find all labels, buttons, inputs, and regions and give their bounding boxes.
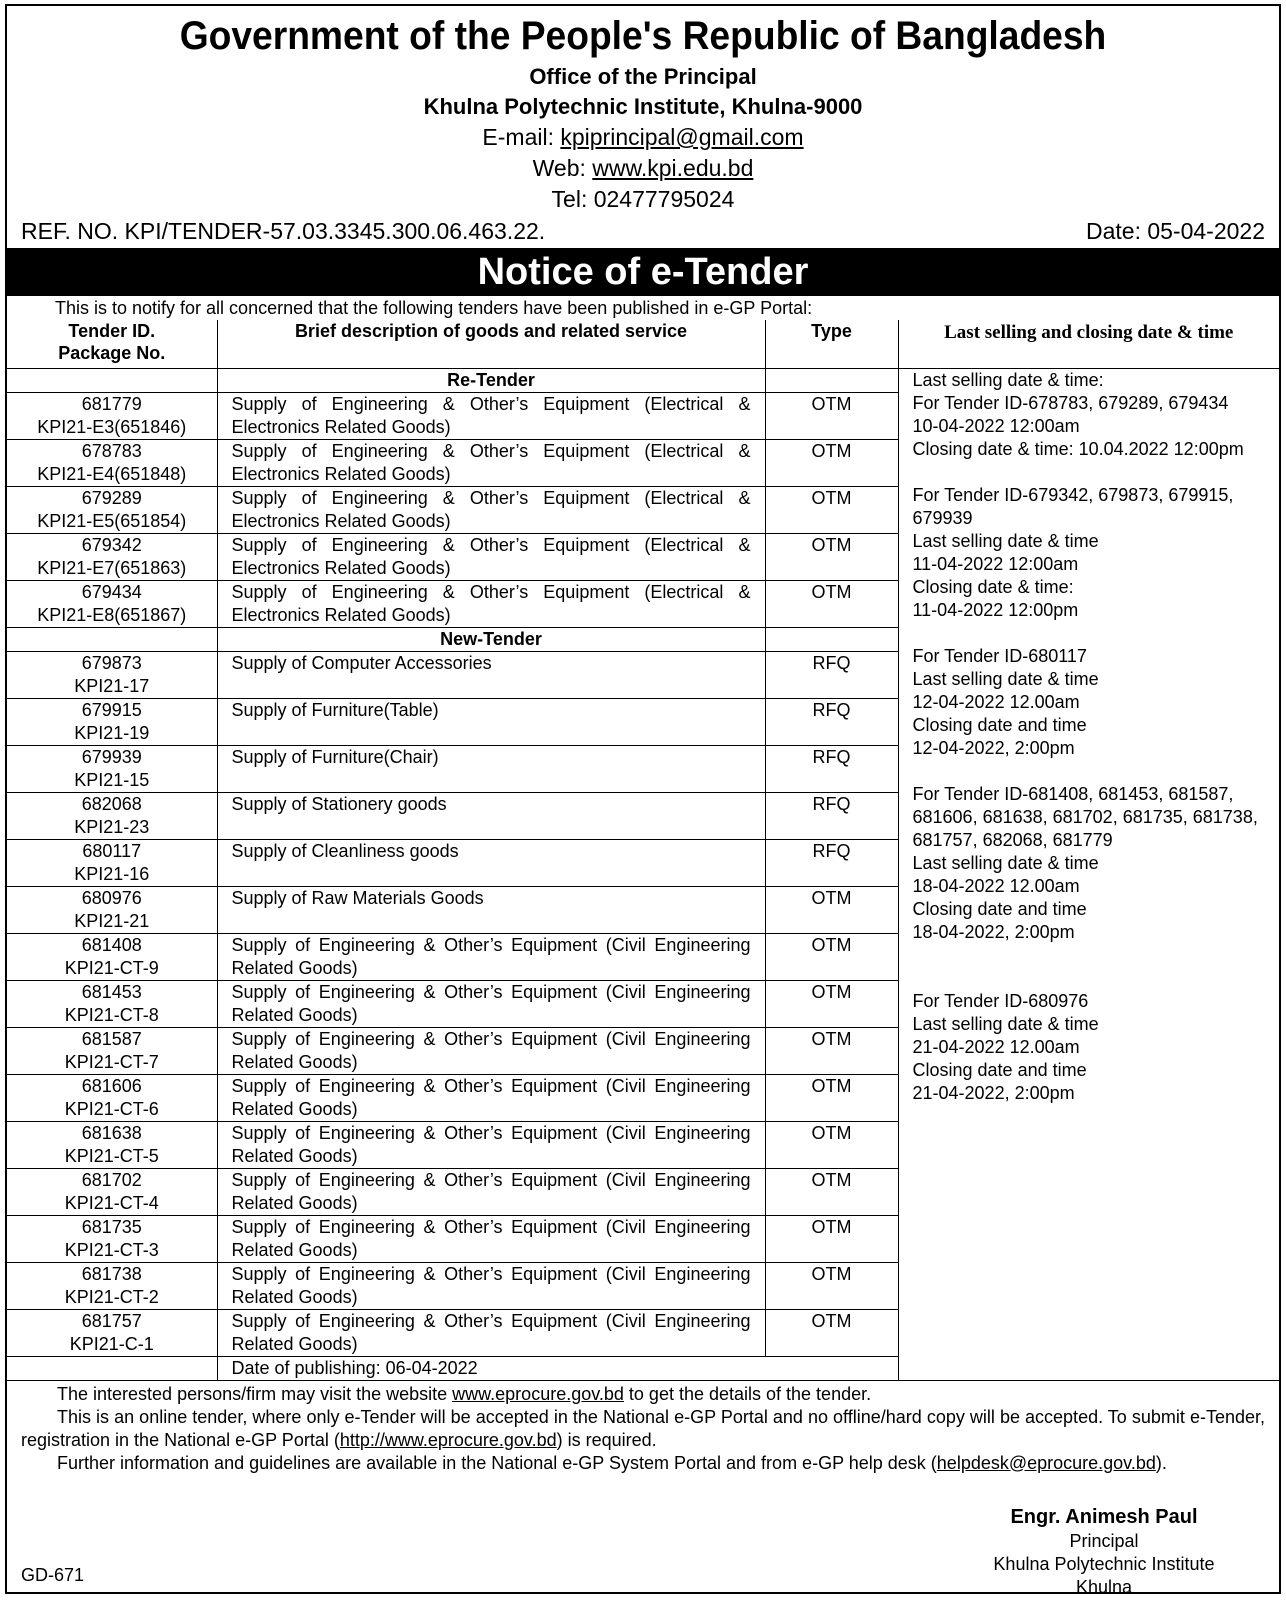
type-cell: OTM — [765, 980, 898, 1027]
package-no: KPI21-CT-3 — [64, 1239, 159, 1260]
description-cell: Supply of Engineering & Other’s Equipment (Civil Engineering Related Goods) — [217, 1309, 765, 1356]
web-link[interactable]: www.kpi.edu.bd — [592, 155, 754, 181]
type-cell: OTM — [765, 1168, 898, 1215]
type-cell: OTM — [765, 392, 898, 439]
eprocure-url-link[interactable]: http://www.eprocure.gov.bd — [339, 1429, 557, 1450]
package-no: KPI21-21 — [74, 910, 150, 931]
description-cell: Supply of Engineering & Other’s Equipment (Civil Engineering Related Goods) — [217, 1168, 765, 1215]
dates-info-block — [913, 645, 1280, 760]
notice-page — [5, 4, 1281, 1597]
dates-info-line: For Tender ID-679342, 679873, 679915, 679939 — [912, 484, 1234, 528]
dates-info-block — [913, 783, 1280, 944]
footer-paragraph-2 — [21, 1406, 1265, 1452]
type-cell: RFQ — [765, 698, 898, 745]
tender-id: 680117 — [82, 840, 142, 861]
tender-id: 682068 — [81, 793, 142, 814]
eprocure-link[interactable]: www.eprocure.gov.bd — [452, 1383, 624, 1404]
dates-info-line: Closing date & time: 10.04.2022 12:00pm — [912, 438, 1244, 459]
package-no: KPI21-C-1 — [69, 1333, 154, 1354]
tender-id: 679939 — [81, 746, 142, 767]
type-cell: RFQ — [765, 839, 898, 886]
web-label: Web: — [532, 155, 593, 181]
empty-cell — [765, 368, 898, 392]
section-retender: Re-Tender — [217, 368, 765, 392]
section-row — [7, 368, 1279, 392]
description-cell: Supply of Engineering & Other’s Equipment (Electrical & Electronics Related Goods) — [217, 392, 765, 439]
tender-id-cell — [7, 580, 217, 627]
header-dates: Last selling and closing date & time — [898, 320, 1279, 368]
dates-info-line: Last selling date & time — [912, 852, 1099, 873]
reference-line — [7, 216, 1279, 246]
type-cell: OTM — [765, 1121, 898, 1168]
dates-info-line: 18-04-2022, 2:00pm — [912, 921, 1075, 942]
tender-id: 681738 — [81, 1263, 142, 1284]
type-cell: OTM — [765, 886, 898, 933]
tender-id-cell — [7, 651, 217, 698]
package-no: KPI21-CT-4 — [64, 1192, 159, 1213]
tender-id-cell — [7, 839, 217, 886]
signatory-title: Principal — [1069, 1531, 1139, 1551]
header-id-line2: Package No. — [58, 343, 166, 363]
office-title: Office of the Principal — [529, 64, 757, 89]
package-no: KPI21-E3(651846) — [37, 416, 187, 437]
package-no: KPI21-E8(651867) — [37, 604, 187, 625]
package-no: KPI21-CT-9 — [64, 957, 159, 978]
package-no: KPI21-23 — [74, 816, 150, 837]
letterhead — [7, 10, 1279, 215]
type-cell: RFQ — [765, 745, 898, 792]
description-cell: Supply of Raw Materials Goods — [217, 886, 765, 933]
description-cell: Supply of Engineering & Other’s Equipment (Civil Engineering Related Goods) — [217, 1262, 765, 1309]
description-cell: Supply of Furniture(Chair) — [217, 745, 765, 792]
web-line — [7, 153, 1279, 184]
tender-id: 681638 — [81, 1122, 142, 1143]
description-cell: Supply of Engineering & Other’s Equipment (Civil Engineering Related Goods) — [217, 1215, 765, 1262]
tender-id: 681779 — [81, 393, 142, 414]
tender-id-cell — [7, 745, 217, 792]
description-cell: Supply of Engineering & Other’s Equipment (Civil Engineering Related Goods) — [217, 980, 765, 1027]
package-no: KPI21-E5(651854) — [37, 510, 187, 531]
package-no: KPI21-CT-5 — [64, 1145, 159, 1166]
publishing-date: Date of publishing: 06-04-2022 — [217, 1356, 898, 1380]
tender-id: 681735 — [81, 1216, 142, 1237]
header-id-line1: Tender ID. — [68, 321, 156, 341]
gd-code: GD-671 — [21, 1565, 85, 1585]
institute-title: Khulna Polytechnic Institute, Khulna-9000 — [423, 94, 863, 119]
signatory-name: Engr. Animesh Paul — [1010, 1506, 1198, 1528]
tender-id: 679873 — [81, 652, 142, 673]
dates-info-line: 10-04-2022 12:00am — [912, 415, 1080, 436]
dates-info-line: 18-04-2022 12.00am — [912, 875, 1080, 896]
tender-id-cell — [7, 1027, 217, 1074]
package-no: KPI21-CT-6 — [64, 1098, 159, 1119]
tender-id-cell — [7, 533, 217, 580]
description-cell: Supply of Engineering & Other’s Equipment (Civil Engineering Related Goods) — [217, 1074, 765, 1121]
footer-paragraph-1 — [21, 1383, 1265, 1406]
dates-info-block — [913, 990, 1280, 1105]
footer-paragraph-3 — [21, 1452, 1265, 1475]
footer-p2-tail: ) is required. — [556, 1429, 657, 1450]
tender-id-cell — [7, 1121, 217, 1168]
type-cell: OTM — [765, 1027, 898, 1074]
dates-info-line: Last selling date & time — [912, 530, 1099, 551]
tender-id-cell — [7, 439, 217, 486]
description-cell: Supply of Engineering & Other’s Equipment (Electrical & Electronics Related Goods) — [217, 533, 765, 580]
package-no: KPI21-E7(651863) — [37, 557, 187, 578]
dates-info-line: 12-04-2022, 2:00pm — [912, 737, 1075, 758]
tender-id-cell — [7, 980, 217, 1027]
footer-p1-text: The interested persons/firm may visit the website — [57, 1383, 453, 1404]
tender-id-cell — [7, 1215, 217, 1262]
dates-info-line: For Tender ID-678783, 679289, 679434 — [912, 392, 1229, 413]
dates-info-cell — [898, 368, 1279, 1380]
package-no: KPI21-16 — [74, 863, 150, 884]
description-cell: Supply of Engineering & Other’s Equipment (Civil Engineering Related Goods) — [217, 1027, 765, 1074]
tender-id: 681702 — [81, 1169, 142, 1190]
type-cell: OTM — [765, 1074, 898, 1121]
package-no: KPI21-17 — [74, 675, 150, 696]
dates-info-block — [913, 484, 1280, 622]
tender-id-cell — [7, 392, 217, 439]
tender-id-cell — [7, 792, 217, 839]
tender-table — [7, 320, 1279, 1381]
dates-info-line: Closing date & time: — [912, 576, 1074, 597]
footer-p3-text: Further information and guidelines are available in the National e-GP System Portal and from e-GP help desk ( — [57, 1452, 937, 1473]
footer-p3-tail: ). — [1155, 1452, 1167, 1473]
type-cell: OTM — [765, 1309, 898, 1356]
tender-id-cell — [7, 486, 217, 533]
notice-date: Date: 05-04-2022 — [1085, 218, 1265, 244]
description-cell: Supply of Engineering & Other’s Equipment (Electrical & Electronics Related Goods) — [217, 580, 765, 627]
signature-block — [959, 1504, 1249, 1599]
tender-id: 681606 — [81, 1075, 142, 1096]
package-no: KPI21-CT-2 — [64, 1286, 159, 1307]
description-cell: Supply of Engineering & Other’s Equipment (Electrical & Electronics Related Goods) — [217, 439, 765, 486]
email-line — [7, 122, 1279, 153]
dates-info-line: Closing date and time — [912, 714, 1087, 735]
tender-id: 679289 — [81, 487, 142, 508]
tender-id-cell — [7, 1262, 217, 1309]
tender-id-cell — [7, 1309, 217, 1356]
package-no: KPI21-CT-7 — [64, 1051, 159, 1072]
section-newtender: New-Tender — [217, 627, 765, 651]
description-cell: Supply of Engineering & Other’s Equipment (Civil Engineering Related Goods) — [217, 1121, 765, 1168]
dates-info-line: For Tender ID-680976 — [912, 990, 1089, 1011]
header-type: Type — [765, 320, 898, 368]
dates-info-line: Last selling date & time: — [912, 369, 1104, 390]
tender-id: 679342 — [81, 534, 142, 555]
package-no: KPI21-19 — [74, 722, 150, 743]
tender-id-cell — [7, 886, 217, 933]
description-cell: Supply of Engineering & Other’s Equipment (Electrical & Electronics Related Goods) — [217, 486, 765, 533]
tender-id-cell — [7, 1168, 217, 1215]
reference-number: REF. NO. KPI/TENDER-57.03.3345.300.06.463.22. — [21, 218, 546, 244]
footer-p2-text: This is an online tender, where only e-Tender will be accepted in the National e-GP Portal and no offline/hard copy will be accepted. To submit e-Tender, registration in the National e-GP Portal ( — [21, 1406, 1265, 1450]
type-cell: OTM — [765, 533, 898, 580]
package-no: KPI21-E4(651848) — [37, 463, 187, 484]
empty-cell — [7, 1356, 217, 1380]
notice-title: Notice of e-Tender — [7, 248, 1279, 296]
empty-cell — [7, 627, 217, 651]
tender-id: 678783 — [81, 440, 142, 461]
dates-info-line: 21-04-2022, 2:00pm — [912, 1082, 1075, 1103]
description-cell: Supply of Computer Accessories — [217, 651, 765, 698]
description-cell: Supply of Engineering & Other’s Equipment (Civil Engineering Related Goods) — [217, 933, 765, 980]
description-cell: Supply of Furniture(Table) — [217, 698, 765, 745]
tender-id-cell — [7, 1074, 217, 1121]
tender-id: 680976 — [81, 887, 142, 908]
type-cell: RFQ — [765, 792, 898, 839]
dates-info-line: Last selling date & time — [912, 1013, 1099, 1034]
dates-info-line: Closing date and time — [912, 1059, 1087, 1080]
helpdesk-email-link[interactable]: helpdesk@eprocure.gov.bd — [936, 1452, 1156, 1473]
dates-info-line: 21-04-2022 12.00am — [912, 1036, 1080, 1057]
dates-info-line: Closing date and time — [912, 898, 1087, 919]
dates-info-line: 12-04-2022 12.00am — [912, 691, 1080, 712]
signatory-institute: Khulna Polytechnic Institute — [993, 1554, 1215, 1574]
email-link[interactable]: kpiprincipal@gmail.com — [560, 124, 804, 150]
tender-id: 681453 — [81, 981, 142, 1002]
type-cell: OTM — [765, 933, 898, 980]
empty-cell — [7, 368, 217, 392]
type-cell: OTM — [765, 1262, 898, 1309]
government-title: Government of the People's Republic of Bangladesh — [179, 14, 1107, 58]
dates-info-block — [913, 369, 1280, 461]
header-description: Brief description of goods and related service — [217, 320, 765, 368]
signatory-city: Khulna — [1075, 1577, 1133, 1597]
type-cell: RFQ — [765, 651, 898, 698]
dates-info-line: Last selling date & time — [912, 668, 1099, 689]
tender-id-cell — [7, 933, 217, 980]
package-no: KPI21-15 — [74, 769, 150, 790]
email-label: E-mail: — [482, 124, 561, 150]
description-cell: Supply of Cleanliness goods — [217, 839, 765, 886]
intro-text: This is to notify for all concerned that the following tenders have been published in e-GP Portal: — [55, 298, 813, 318]
tender-table-body — [7, 368, 1279, 1380]
dates-info-line: For Tender ID-681408, 681453, 681587, 681606, 681638, 681702, 681735, 681738, 681757, 682068, 681779 — [912, 783, 1258, 850]
empty-cell — [765, 627, 898, 651]
type-cell: OTM — [765, 580, 898, 627]
type-cell: OTM — [765, 439, 898, 486]
tender-id: 681587 — [81, 1028, 142, 1049]
type-cell: OTM — [765, 486, 898, 533]
dates-info-line: 11-04-2022 12:00am — [912, 553, 1079, 574]
header-tender-id — [7, 320, 217, 368]
tender-id: 679915 — [81, 699, 142, 720]
description-cell: Supply of Stationery goods — [217, 792, 765, 839]
package-no: KPI21-CT-8 — [64, 1004, 159, 1025]
tender-id-cell — [7, 698, 217, 745]
tender-id: 681757 — [81, 1310, 142, 1331]
footer-p1-tail: to get the details of the tender. — [623, 1383, 872, 1404]
footer-notes — [7, 1381, 1279, 1475]
dates-info-line: For Tender ID-680117 — [912, 645, 1087, 666]
tel-line: Tel: 02477795024 — [551, 186, 735, 212]
dates-info-line: 11-04-2022 12:00pm — [912, 599, 1079, 620]
tender-id: 679434 — [81, 581, 142, 602]
type-cell: OTM — [765, 1215, 898, 1262]
tender-id: 681408 — [81, 934, 142, 955]
